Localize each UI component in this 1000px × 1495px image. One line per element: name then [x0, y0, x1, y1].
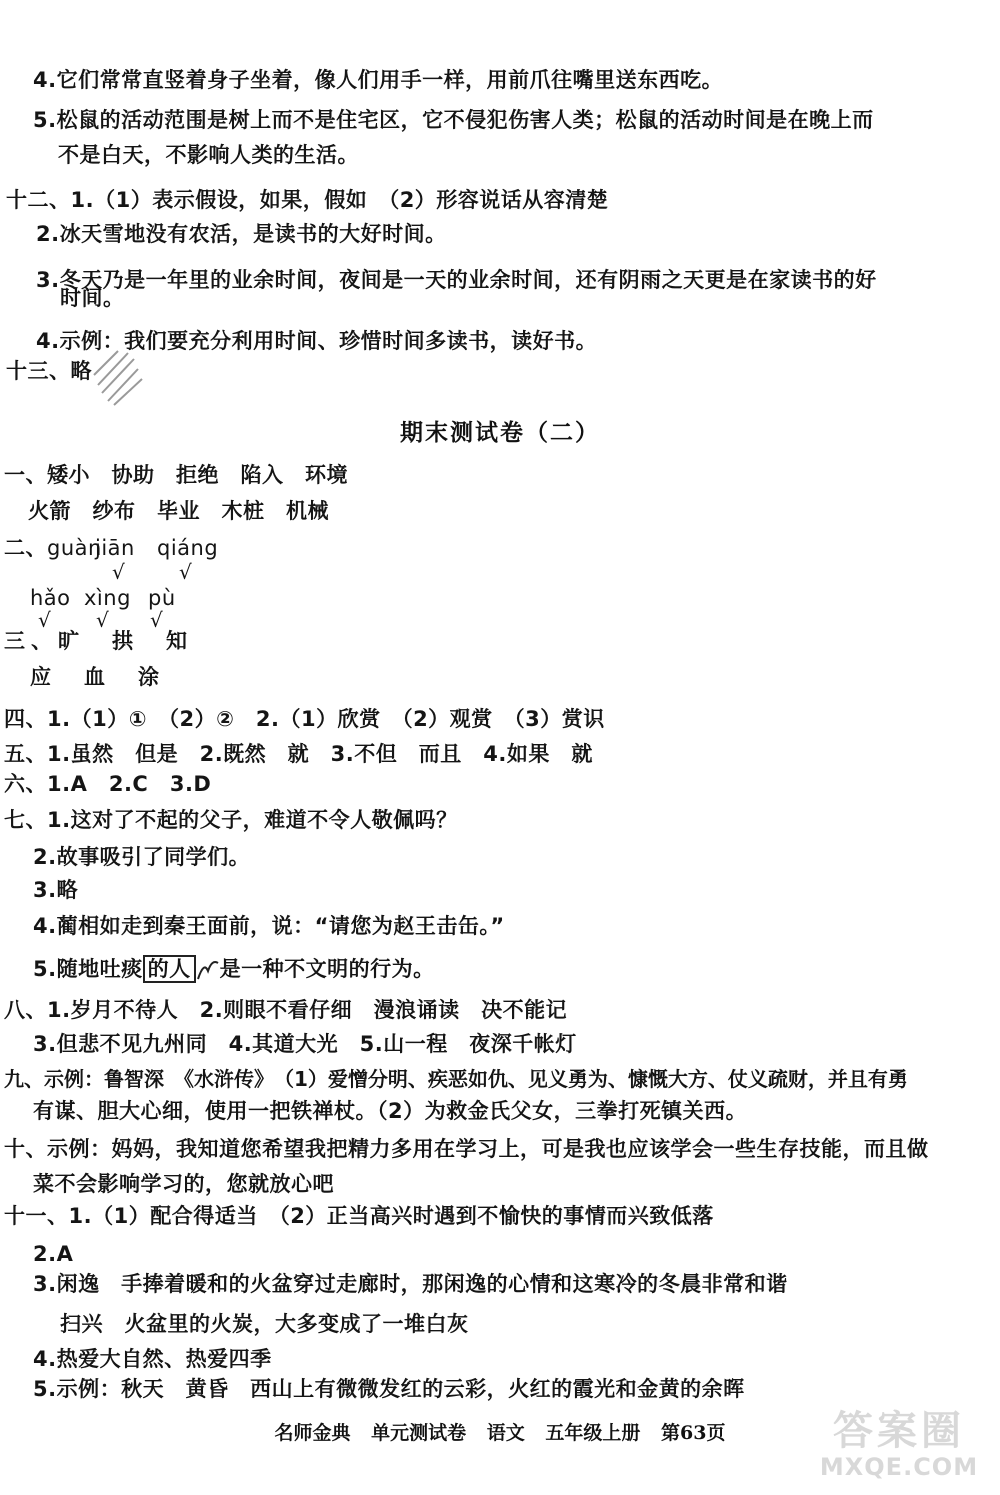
answer-line: 三、旷 拱 知 [4, 629, 193, 653]
answer-line: 七、1.这对了不起的父子，难道不令人敬佩吗？ [4, 808, 458, 832]
answer-line: 4.热爱大自然、热爱四季 [33, 1347, 272, 1371]
section-number: 二、 [4, 536, 47, 560]
answer-line: 2.冰天雪地没有农活，是读书的大好时间。 [36, 222, 447, 246]
answer-line: 3.冬天乃是一年里的业余时间，夜间是一天的业余时间，还有阴雨之天更是在家读书的好 [36, 268, 877, 292]
pinyin-answer: guàn [47, 536, 102, 560]
pinyin-answer: jiān [95, 536, 135, 560]
answer-line: 五、1.虽然 但是 2.既然 就 3.不但 而且 4.如果 就 [4, 742, 593, 766]
check-mark: √ [112, 560, 125, 584]
answer-line: 一、矮小 协助 拒绝 陷入 环境 [4, 463, 348, 487]
answer-line: 十三、略 [6, 359, 92, 383]
answer-line: 四、1.（1）① （2）② 2.（1）欣赏 （2）观赏 （3）赏识 [4, 707, 605, 731]
watermark-cn: 答案圈 [833, 1408, 965, 1454]
answer-line: 应 血 涂 [30, 665, 165, 689]
footer-subject: 语文 [486, 1422, 525, 1444]
answer-line: 九、示例：鲁智深 《水浒传》 （1）爱憎分明、疾恶如仇、见义勇为、慷慨大方、仗义疏财，并且有勇 [4, 1067, 908, 1091]
correction-mark [196, 957, 220, 983]
check-mark: √ [150, 608, 163, 632]
answer-line: 扫兴 火盆里的火炭，大多变成了一堆白灰 [60, 1312, 469, 1336]
answer-text: 5.随地吐痰 [33, 957, 143, 981]
footer-grade: 五年级上册 [545, 1422, 641, 1444]
answer-line: 3.但悲不见九州同 4.其道大光 5.山一程 夜深千帐灯 [33, 1032, 577, 1056]
watermark-logo [804, 1409, 994, 1489]
answer-line: 4.它们常常直竖着身子坐着，像人们用手一样，用前爪往嘴里送东西吃。 [33, 68, 724, 92]
answer-line: 2.A [33, 1242, 74, 1266]
boxed-insertion: 的人 [143, 955, 196, 983]
footer-brand: 名师金典 [274, 1422, 351, 1444]
pinyin-row-1 [4, 534, 102, 562]
answer-line: 不是白天，不影响人类的生活。 [58, 143, 359, 167]
pinyin-answer: pù [148, 586, 176, 610]
answer-line: 5.示例：秋天 黄昏 西山上有微微发红的云彩，火红的霞光和金黄的余晖 [33, 1377, 745, 1401]
answer-text: 是一种不文明的行为。 [219, 957, 435, 981]
answer-line: 火箭 纱布 毕业 木桩 机械 [28, 499, 329, 523]
check-mark: √ [38, 608, 51, 632]
answer-line: 六、1.A 2.C 3.D [4, 772, 212, 796]
watermark-en: MXQE.COM [819, 1453, 979, 1481]
pinyin-answer: qiáng [157, 536, 219, 560]
check-mark: √ [96, 608, 109, 632]
answer-line: 有谋、胆大心细，使用一把铁禅杖。（2）为救金氏父女，三拳打死镇关西。 [33, 1099, 748, 1123]
answer-line [33, 955, 435, 983]
answer-line: 2.故事吸引了同学们。 [33, 845, 251, 869]
answer-line: 十一、1.（1）配合得适当 （2）正当高兴时遇到不愉快的事情而兴致低落 [4, 1204, 714, 1228]
answer-line: 十、示例：妈妈，我知道您希望我把精力多用在学习上，可是我也应该学会一些生存技能，而且做 [4, 1137, 929, 1161]
page-title: 期末测试卷（二） [400, 420, 600, 446]
answer-line: 菜不会影响学习的，您就放心吧 [33, 1172, 334, 1196]
footer-series: 单元测试卷 [371, 1422, 467, 1444]
pinyin-answer: hǎo [30, 586, 71, 610]
answer-line: 4.蔺相如走到秦王面前，说：“请您为赵王击缶。” [33, 914, 505, 938]
answer-line: 3.闲逸 手捧着暖和的火盆穿过走廊时，那闲逸的心情和这寒冷的冬晨非常和谐 [33, 1272, 788, 1296]
footer-page-number: 第63页 [661, 1422, 726, 1444]
answer-line: 十二、1.（1）表示假设，如果，假如 （2）形容说话从容清楚 [6, 188, 609, 212]
pinyin-answer: xìng [84, 586, 131, 610]
answer-line: 3.略 [33, 878, 79, 902]
check-mark: √ [179, 560, 192, 584]
answer-line: 八、1.岁月不待人 2.则眼不看仔细 漫浪诵读 决不能记 [4, 998, 568, 1022]
answer-line: 4.示例：我们要充分利用时间、珍惜时间多读书，读好书。 [36, 329, 598, 353]
answer-line: 5.松鼠的活动范围是树上而不是住宅区，它不侵犯伤害人类；松鼠的活动时间是在晚上而 [33, 108, 874, 132]
pencil-scribble-mark [88, 345, 158, 415]
answer-line: 时间。 [60, 286, 125, 310]
